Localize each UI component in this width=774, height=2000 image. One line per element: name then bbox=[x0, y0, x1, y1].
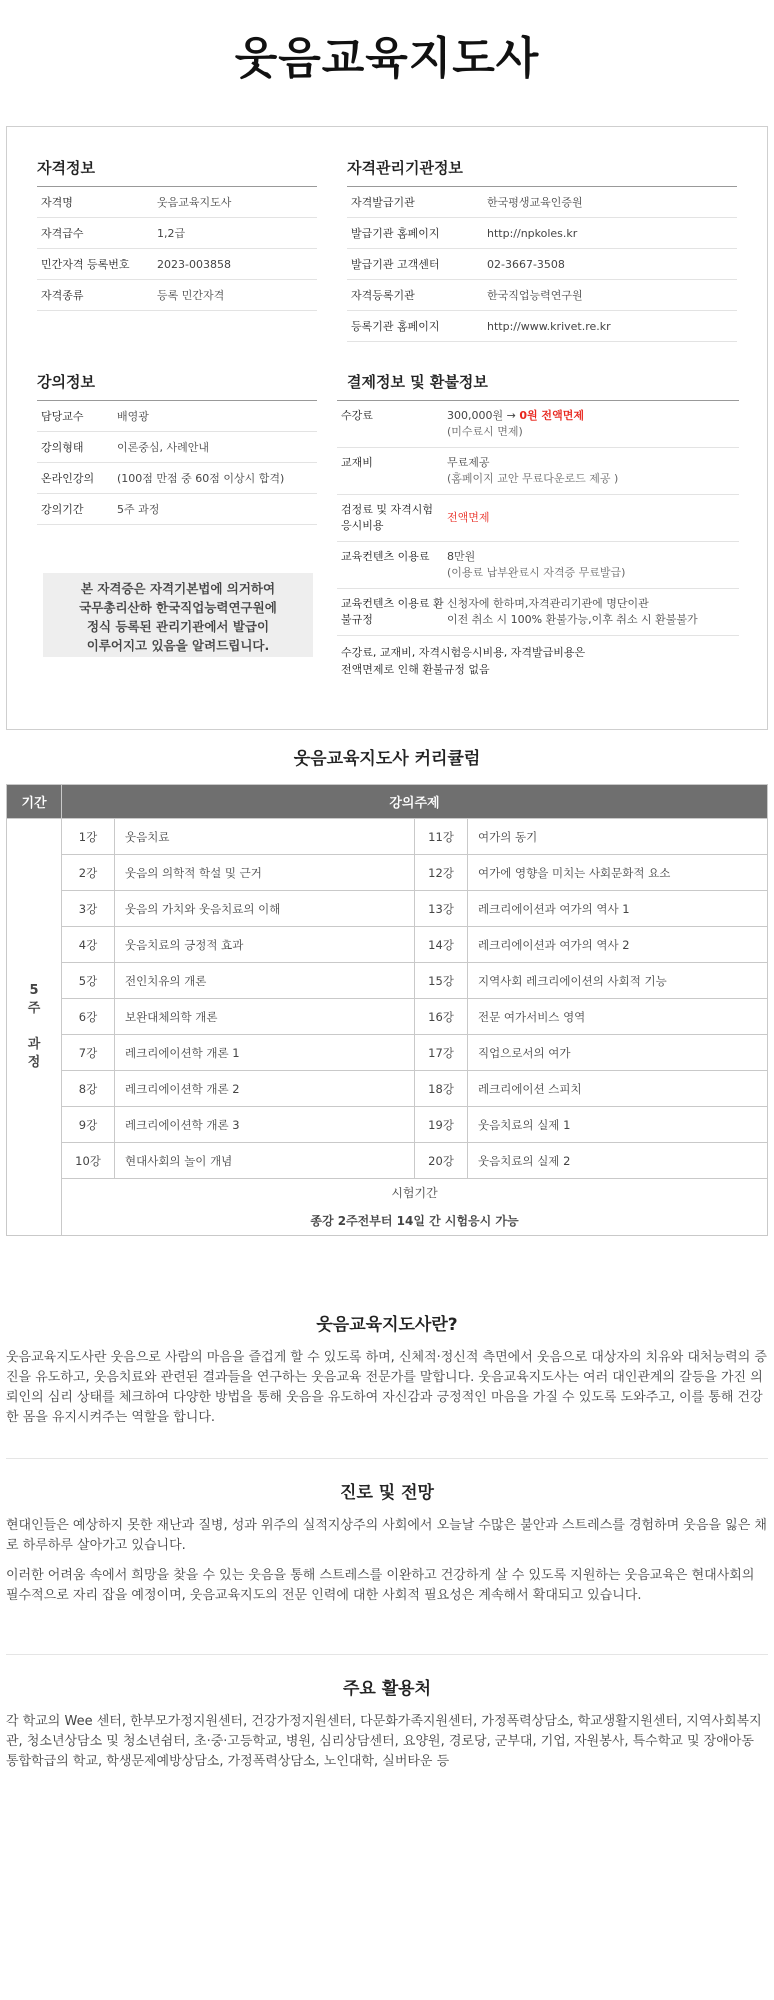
fee-free: 0원 전액면제 bbox=[519, 409, 584, 422]
lecture-number: 12강 bbox=[415, 855, 468, 891]
lecture-topic: 지역사회 레크리에이션의 사회적 기능 bbox=[468, 963, 768, 999]
table-row bbox=[7, 819, 768, 855]
lecture-topic: 여가의 동기 bbox=[468, 819, 768, 855]
table-row bbox=[7, 1071, 768, 1107]
row-key: 등록기관 홈페이지 bbox=[351, 320, 440, 333]
fee-sub: (미수료시 면제) bbox=[447, 425, 523, 438]
lecture-number: 17강 bbox=[415, 1035, 468, 1071]
refund-line: 이전 취소 시 100% 환불가능,이후 취소 시 환불불가 bbox=[447, 613, 698, 626]
lecture-number: 18강 bbox=[415, 1071, 468, 1107]
divider bbox=[6, 1654, 768, 1655]
notice-line: 본 자격증은 자격기본법에 의거하여 bbox=[80, 581, 276, 596]
period-char: 5 bbox=[29, 983, 39, 998]
lecture-topic: 웃음치료 bbox=[115, 819, 415, 855]
page-title: 웃음교육지도사 bbox=[234, 33, 540, 84]
homepage-link[interactable]: http://npkoles.kr bbox=[487, 226, 578, 240]
row-key: 교육컨텐츠 이용료 bbox=[341, 550, 430, 563]
exam-fee-value: 전액면제 bbox=[447, 511, 490, 524]
book-value: 무료제공 bbox=[447, 456, 490, 469]
curriculum-table bbox=[6, 784, 768, 1236]
row-value: 1,2급 bbox=[157, 227, 186, 240]
table-row bbox=[7, 1107, 768, 1143]
homepage-link[interactable]: http://www.krivet.re.kr bbox=[487, 319, 611, 333]
footnote-line: 수강료, 교재비, 자격시험응시비용, 자격발급비용은 bbox=[341, 646, 586, 659]
exam-fee-row bbox=[337, 495, 739, 542]
period-char: 주 bbox=[27, 1001, 41, 1016]
lecture-number: 15강 bbox=[415, 963, 468, 999]
career-body-1: 현대인들은 예상하지 못한 재난과 질병, 성과 위주의 실적지상주의 사회에서 오늘날 수많은 불안과 스트레스를 경험하며 웃음을 잃은 채로 하루하루 살아가고 있습니다. bbox=[6, 1518, 767, 1553]
lecture-number: 13강 bbox=[415, 891, 468, 927]
lecture-info-row bbox=[37, 494, 317, 525]
fee-price: 300,000원 → bbox=[447, 409, 516, 422]
lecture-number: 3강 bbox=[62, 891, 115, 927]
content-fee-sub: (이용료 납부완료시 자격증 무료발급) bbox=[447, 566, 626, 579]
exam-cell bbox=[62, 1179, 768, 1236]
column-header-topic: 강의주제 bbox=[62, 785, 768, 819]
row-value bbox=[447, 455, 739, 487]
row-value: 웃음교육지도사 bbox=[157, 196, 232, 209]
notice-box bbox=[43, 573, 313, 657]
usage-body: 각 학교의 Wee 센터, 한부모가정지원센터, 건강가정지원센터, 다문화가족지원센터, 가정폭력상담소, 학교생활지원센터, 지역사회복지관, 청소년상담소 및 청소년쉼터, 초·중·고등학교, 병원, 심리상담센터, 요양원, 경로당, 군부대, 기업, 자원봉사, 특수학교 및 장애아동 통합학급의 학교, 학생문제예방상담소, 가정폭력상담소, 노인대학, 실버타운 등 bbox=[6, 1714, 762, 1769]
table-row bbox=[7, 1143, 768, 1179]
lecture-topic: 웃음의 가치와 웃음치료의 이해 bbox=[115, 891, 415, 927]
cert-info-row bbox=[37, 187, 317, 218]
row-value: 02-3667-3508 bbox=[487, 257, 565, 271]
row-key: 발급기관 홈페이지 bbox=[351, 227, 440, 240]
lecture-topic: 레크리에이션과 여가의 역사 2 bbox=[468, 927, 768, 963]
divider bbox=[6, 1458, 768, 1459]
refund-line: 신청자에 한하며,자격관리기관에 명단이관 bbox=[447, 597, 649, 610]
refund-row bbox=[337, 589, 739, 636]
table-row bbox=[7, 927, 768, 963]
row-value: 이론중심, 사례안내 bbox=[117, 441, 210, 454]
lecture-topic: 전문 여가서비스 영역 bbox=[468, 999, 768, 1035]
cert-info-section bbox=[37, 157, 317, 311]
about-body: 웃음교육지도사란 웃음으로 사람의 마음을 즐겁게 할 수 있도록 하며, 신체적·정신적 측면에서 웃음으로 대상자의 치유와 대처능력의 증진을 유도하고, 웃음치료와 관련된 결과들을 연구하는 웃음교육 전문가를 말합니다. 웃음교육지도사는 여러 대인관계의 갈등을 가진 의뢰인의 심리 상태를 체크하여 다양한 방법을 통해 웃음을 유도하여 자신감과 긍정적인 마음을 가질 수 있도록 도와주고, 이를 통해 건강한 몸을 유지시켜주는 역할을 합니다. bbox=[6, 1350, 767, 1425]
row-key: 발급기관 고객센터 bbox=[351, 258, 440, 271]
row-key: 교육컨텐츠 이용료 환불규정 bbox=[341, 597, 444, 626]
table-header-row bbox=[7, 785, 768, 819]
lecture-topic: 웃음의 의학적 학설 및 근거 bbox=[115, 855, 415, 891]
payment-footnote bbox=[337, 636, 739, 678]
book-row bbox=[337, 448, 739, 495]
row-key: 자격종류 bbox=[41, 289, 84, 302]
period-char bbox=[7, 1018, 61, 1036]
row-key: 강의형태 bbox=[41, 441, 84, 454]
row-value bbox=[447, 408, 739, 440]
curriculum-title: 웃음교육지도사 커리큘럼 bbox=[293, 749, 481, 769]
org-info-row bbox=[347, 311, 737, 342]
career-body-2: 이러한 어려움 속에서 희망을 찾을 수 있는 웃음을 통해 스트레스를 이완하고 건강하게 살 수 있도록 지원하는 웃음교육은 현대사회의 필수적으로 자리 잡을 예정이며, 웃음교육지도의 전문 인력에 대한 사회적 필요성은 계속해서 확대되고 있습니다. bbox=[6, 1568, 755, 1603]
org-info-row bbox=[347, 218, 737, 249]
lecture-topic: 웃음치료의 긍정적 효과 bbox=[115, 927, 415, 963]
notice-line: 이루어지고 있음을 알려드립니다. bbox=[86, 638, 270, 653]
lecture-topic: 보완대체의학 개론 bbox=[115, 999, 415, 1035]
lecture-info-heading: 강의정보 bbox=[37, 371, 317, 401]
content-fee-row bbox=[337, 542, 739, 589]
row-value: 등록 민간자격 bbox=[157, 289, 225, 302]
cert-info-row bbox=[37, 218, 317, 249]
lecture-number: 6강 bbox=[62, 999, 115, 1035]
exam-desc: 종강 2주전부터 14일 간 시험응시 가능 bbox=[310, 1214, 519, 1228]
lecture-number: 11강 bbox=[415, 819, 468, 855]
org-info-heading: 자격관리기관정보 bbox=[347, 157, 737, 187]
row-value: 5주 과정 bbox=[117, 503, 160, 516]
row-key: 민간자격 등록번호 bbox=[41, 258, 130, 271]
column-header-period: 기간 bbox=[7, 785, 62, 819]
content-fee-value: 8만원 bbox=[447, 550, 476, 563]
about-title: 웃음교육지도사란? bbox=[316, 1315, 458, 1335]
cert-info-row bbox=[37, 249, 317, 280]
row-value bbox=[447, 510, 739, 526]
lecture-number: 8강 bbox=[62, 1071, 115, 1107]
row-key: 온라인강의 bbox=[41, 472, 95, 485]
lecture-topic: 전인치유의 개론 bbox=[115, 963, 415, 999]
lecture-number: 7강 bbox=[62, 1035, 115, 1071]
row-value: 한국평생교육인증원 bbox=[487, 196, 583, 209]
org-info-section bbox=[347, 157, 737, 342]
row-key: 자격급수 bbox=[41, 227, 84, 240]
row-value: (100점 만점 중 60점 이상시 합격) bbox=[117, 472, 285, 485]
lecture-info-section bbox=[37, 371, 317, 525]
table-row bbox=[7, 963, 768, 999]
lecture-number: 10강 bbox=[62, 1143, 115, 1179]
lecture-topic: 레크리에이션 스피치 bbox=[468, 1071, 768, 1107]
lecture-topic: 현대사회의 놀이 개념 bbox=[115, 1143, 415, 1179]
row-key: 담당교수 bbox=[41, 410, 84, 423]
info-box bbox=[6, 126, 768, 730]
period-cell bbox=[7, 819, 62, 1236]
fee-row bbox=[337, 401, 739, 448]
cert-info-row bbox=[37, 280, 317, 311]
exam-row bbox=[7, 1179, 768, 1236]
row-key: 자격발급기관 bbox=[351, 196, 415, 209]
lecture-info-row bbox=[37, 432, 317, 463]
row-value: 배영광 bbox=[117, 410, 149, 423]
lecture-topic: 레크리에이션과 여가의 역사 1 bbox=[468, 891, 768, 927]
lecture-number: 16강 bbox=[415, 999, 468, 1035]
table-row bbox=[7, 1035, 768, 1071]
table-row bbox=[7, 999, 768, 1035]
lecture-info-row bbox=[37, 463, 317, 494]
row-value bbox=[447, 549, 739, 581]
lecture-number: 19강 bbox=[415, 1107, 468, 1143]
notice-line: 국무총리산하 한국직업능력연구원에 bbox=[79, 600, 277, 615]
lecture-info-row bbox=[37, 401, 317, 432]
row-value bbox=[447, 596, 739, 628]
lecture-number: 1강 bbox=[62, 819, 115, 855]
lecture-topic: 여가에 영향을 미치는 사회문화적 요소 bbox=[468, 855, 768, 891]
org-info-row bbox=[347, 280, 737, 311]
lecture-topic: 웃음치료의 실제 1 bbox=[468, 1107, 768, 1143]
row-key: 검정료 및 자격시험 응시비용 bbox=[341, 503, 434, 532]
row-value: 2023-003858 bbox=[157, 257, 231, 271]
lecture-number: 5강 bbox=[62, 963, 115, 999]
cert-info-heading: 자격정보 bbox=[37, 157, 317, 187]
lecture-topic: 레크리에이션학 개론 2 bbox=[115, 1071, 415, 1107]
org-info-row bbox=[347, 187, 737, 218]
lecture-number: 2강 bbox=[62, 855, 115, 891]
lecture-number: 4강 bbox=[62, 927, 115, 963]
row-key: 수강료 bbox=[341, 409, 373, 422]
row-key: 자격명 bbox=[41, 196, 73, 209]
exam-title: 시험기간 bbox=[391, 1186, 438, 1200]
row-key: 강의기간 bbox=[41, 503, 84, 516]
lecture-topic: 레크리에이션학 개론 1 bbox=[115, 1035, 415, 1071]
lecture-number: 20강 bbox=[415, 1143, 468, 1179]
footnote-line: 전액면제로 인해 환불규정 없음 bbox=[341, 663, 490, 676]
lecture-number: 9강 bbox=[62, 1107, 115, 1143]
notice-line: 정식 등록된 관리기관에서 발급이 bbox=[86, 619, 270, 634]
row-key: 자격등록기관 bbox=[351, 289, 415, 302]
payment-heading: 결제정보 및 환불정보 bbox=[337, 371, 739, 401]
lecture-topic: 직업으로서의 여가 bbox=[468, 1035, 768, 1071]
lecture-number: 14강 bbox=[415, 927, 468, 963]
payment-section bbox=[337, 371, 739, 678]
career-title: 진로 및 전망 bbox=[340, 1483, 434, 1503]
row-key: 교재비 bbox=[341, 456, 373, 469]
period-char: 정 bbox=[27, 1055, 41, 1070]
lecture-topic: 레크리에이션학 개론 3 bbox=[115, 1107, 415, 1143]
row-value: 한국직업능력연구원 bbox=[487, 289, 583, 302]
book-sub: (홈페이지 교안 무료다운로드 제공 ) bbox=[447, 472, 619, 485]
org-info-row bbox=[347, 249, 737, 280]
period-char: 과 bbox=[27, 1037, 41, 1052]
usage-title: 주요 활용처 bbox=[342, 1679, 432, 1699]
lecture-topic: 웃음치료의 실제 2 bbox=[468, 1143, 768, 1179]
table-row bbox=[7, 855, 768, 891]
table-row bbox=[7, 891, 768, 927]
